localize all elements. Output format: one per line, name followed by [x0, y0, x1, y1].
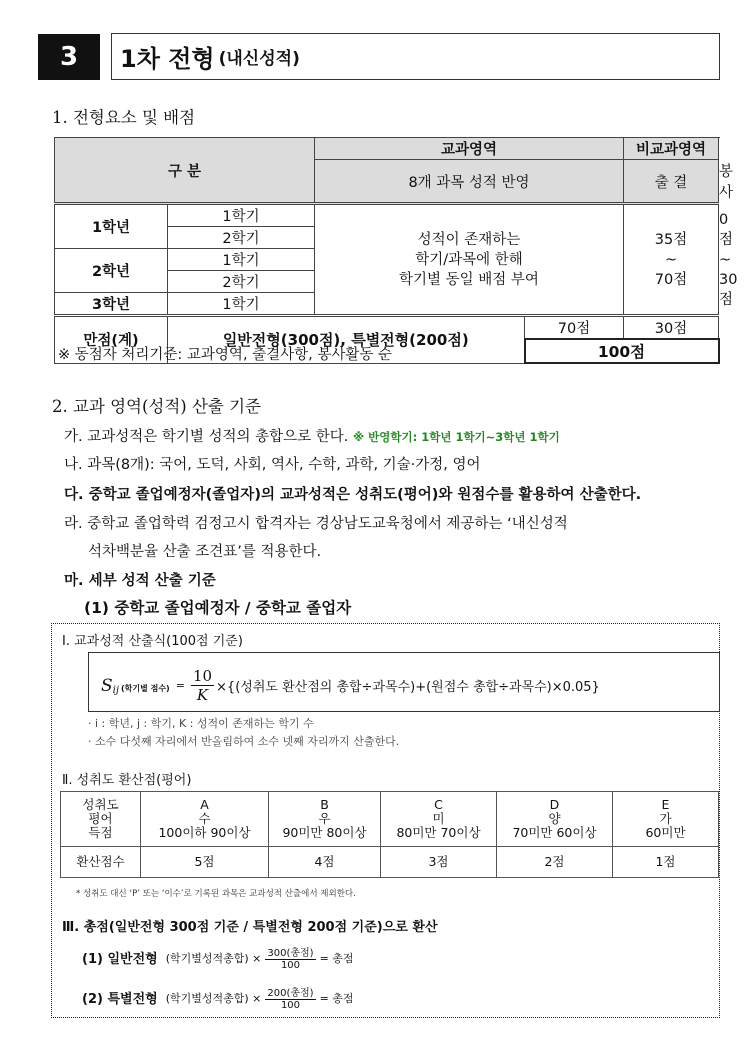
special-formula: (2) 특별전형 (학기별성적총합) × $\frac{\text{200(총점)}}{100}$ = 총점 — [82, 984, 354, 1011]
subject-points-desc: 성적이 존재하는 학기/과목에 한해 학기별 동일 배점 부여 — [315, 204, 624, 316]
grade1-sem1: 1학기 — [168, 204, 315, 227]
formula-box — [88, 652, 720, 712]
conv-points-b: 4점 — [269, 847, 381, 878]
formula-note-1: · i : 학년, j : 학기, K : 성적이 존재하는 학기 수 — [88, 717, 314, 730]
section1-title: 1. 전형요소 및 배점 — [52, 108, 196, 127]
conv-col-e: E 가 60미만 — [613, 792, 719, 847]
score-allocation-table: 구 분 교과영역 비교과영역 8개 과목 성적 반영 출 결 봉 사 1학년 1학기 성적이 존재하는 학기/과목에 한해 학기별 동일 배점 부여 35점 ~ 70점 0점 ~ 30점 2학기 2학년 1학기 2학기 3학년 1학기 만점(계) 일반전형(300점), 특별전형(200점) 70점 30점 100점 — [54, 137, 719, 364]
total-volunteer: 30점 — [624, 316, 719, 340]
general-formula: (1) 일반전형 (학기별성적총합) × $\frac{\text{300(총점)}}{100}$ = 총점 — [82, 944, 354, 971]
conv-col-a: A 수 100이하 90이상 — [141, 792, 269, 847]
section-number: 3 — [38, 34, 100, 80]
conv-points-e: 1점 — [613, 847, 719, 878]
conv-col-b: B 우 90미만 80이상 — [269, 792, 381, 847]
part1-title: Ⅰ. 교과성적 산출식(100점 기준) — [62, 634, 243, 649]
grade3-sem1: 1학기 — [168, 293, 315, 316]
item-ra-2: 석차백분율 산출 조견표’를 적용한다. — [88, 544, 322, 560]
tie-break-note: ※ 동점자 처리기준: 교과영역, 출결사항, 봉사활동 순 — [58, 347, 393, 363]
part2-title: Ⅱ. 성취도 환산점(평어) — [62, 773, 192, 788]
item-ma-sub: (1) 중학교 졸업예정자 / 중학교 졸업자 — [84, 599, 352, 617]
part3-title: Ⅲ. 총점(일반전형 300점 기준 / 특별전형 200점 기준)으로 환산 — [62, 920, 438, 935]
item-ra-1: 라. 중학교 졸업학력 검정고시 합격자는 경상남도교육청에서 제공하는 ‘내신성적 — [64, 516, 568, 532]
grade1-sem2: 2학기 — [168, 227, 315, 249]
conversion-table — [60, 791, 719, 878]
formula-note-2: · 소수 다섯째 자리에서 반올림하여 소수 넷째 자리까지 산출한다. — [88, 735, 400, 748]
total-sum: 100점 — [525, 339, 719, 363]
grade2-sem2: 2학기 — [168, 271, 315, 293]
attendance-range: 35점 ~ 70점 — [624, 204, 719, 316]
item-ma: 마. 세부 성적 산출 기준 — [64, 573, 216, 589]
item-ga: 가. 교과성적은 학기별 성적의 총합으로 한다. ※ 반영학기: 1학년 1학기~3학년 1학기 — [64, 429, 560, 445]
conv-col-d: D 양 70미만 60이상 — [497, 792, 613, 847]
col-group-header: 구 분 — [55, 138, 315, 204]
subject-area-header: 교과영역 — [315, 138, 624, 160]
subject-desc: 8개 과목 성적 반영 — [315, 160, 624, 204]
conv-points-c: 3점 — [381, 847, 497, 878]
conv-points-d: 2점 — [497, 847, 613, 878]
grade1-label: 1학년 — [55, 204, 168, 249]
grade2-label: 2학년 — [55, 249, 168, 293]
conv-row-label: 환산점수 — [61, 847, 141, 878]
grade3-label: 3학년 — [55, 293, 168, 316]
part2-note: * 성취도 대신 ‘P’ 또는 ‘이수’로 기록된 과목은 교과성적 산출에서 제외한다. — [76, 889, 356, 899]
item-da: 다. 중학교 졸업예정자(졸업자)의 교과성적은 성취도(평어)와 원점수를 활용하여 산출한다. — [64, 487, 642, 503]
total-label: 만점(계) — [55, 316, 168, 364]
section2-title: 2. 교과 영역(성적) 산출 기준 — [52, 397, 261, 416]
section-title-box — [111, 33, 720, 80]
conv-header-label: 성취도 평어 득점 — [61, 792, 141, 847]
conv-col-c: C 미 80미만 70이상 — [381, 792, 497, 847]
section-title: 1차 전형 — [120, 45, 215, 73]
grade2-sem1: 1학기 — [168, 249, 315, 271]
non-subject-area-header: 비교과영역 — [624, 138, 719, 160]
conv-points-a: 5점 — [141, 847, 269, 878]
total-attendance: 70점 — [525, 316, 624, 340]
attendance-header: 출 결 — [624, 160, 719, 204]
semester-note: ※ 반영학기: 1학년 1학기~3학년 1학기 — [353, 430, 560, 444]
item-na: 나. 과목(8개): 국어, 도덕, 사회, 역사, 수학, 과학, 기술·가정, 영어 — [64, 457, 481, 473]
section-subtitle: (내신성적) — [218, 49, 300, 69]
total-desc: 일반전형(300점), 특별전형(200점) — [168, 316, 525, 364]
formula: S ij (학기별 점수) = $\frac{10}{K}$ ×{(성취도 환산점의 총합÷과목수)+(원점수 총합÷과목수)×0.05} — [101, 667, 600, 704]
